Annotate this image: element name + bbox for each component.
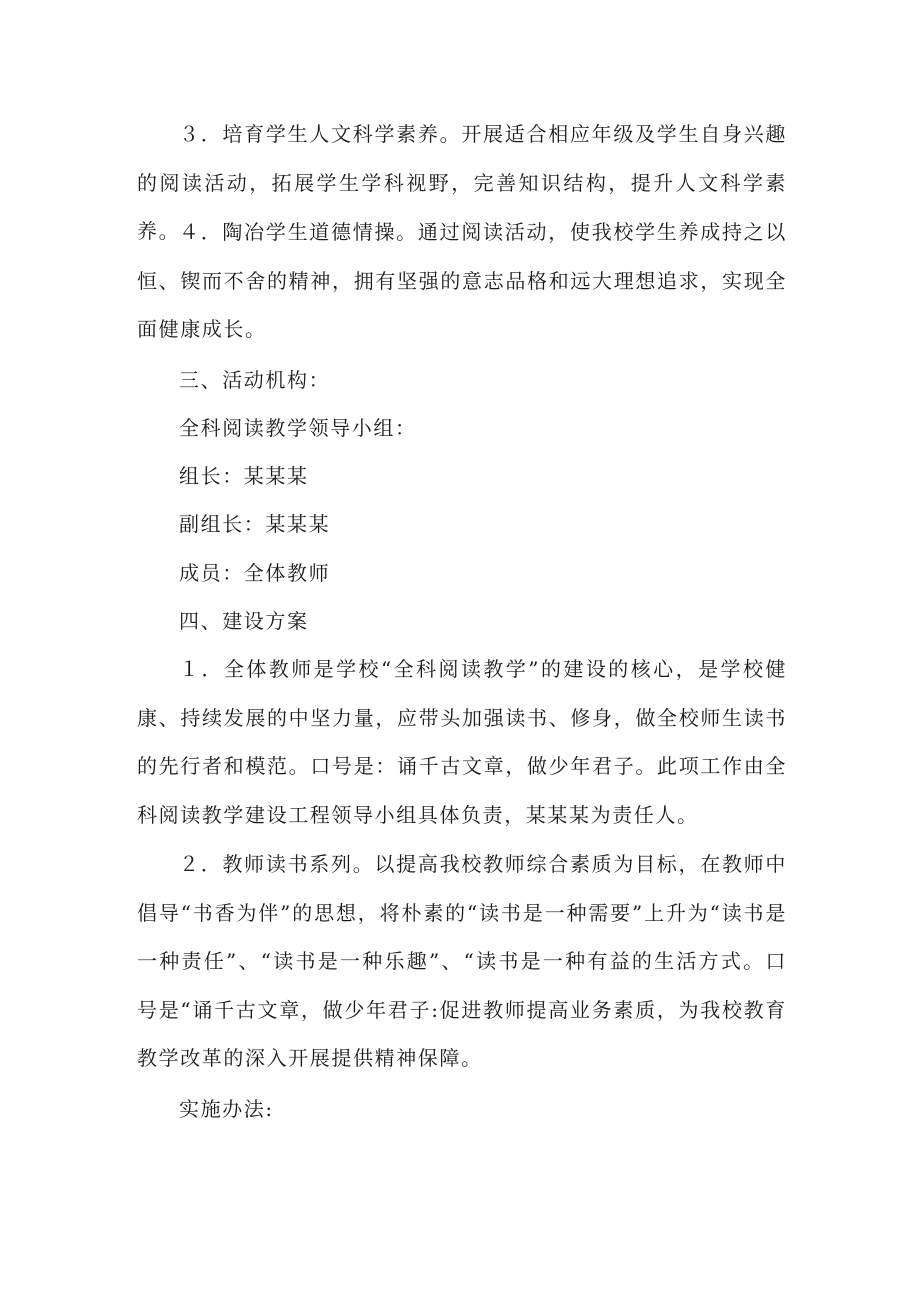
deputy-leader-line: 副组长：某某某	[179, 512, 331, 536]
paragraph-goal-4: ４．陶冶学生道德情操。通过阅读活动，使我校学生养成持之以恒、锲而不舍的精神，拥有坚强的意志品格和远大理想追求，实现全面健康成长。	[137, 220, 787, 341]
section-heading-4: 四、建设方案	[179, 609, 309, 633]
paragraph-plan-2: ２．教师读书系列。以提高我校教师综合素质为目标，在教师中倡导“书香为伴”的思想，将朴素的“读书是一种需要”上升为“读书是一种责任”、“读书是一种乐趣”、“读书是一种有益的生活方式。口号是“诵千古文章，做少年君子:促进教师提高业务素质，为我校教育教学改革的深入开展提供精神保障。	[137, 852, 787, 1070]
members-line: 成员：全体教师	[179, 561, 331, 585]
leadership-group-label: 全科阅读教学领导小组：	[179, 416, 417, 440]
implementation-heading: 实施办法:	[179, 1097, 274, 1121]
group-leader-line: 组长：某某某	[179, 464, 309, 488]
paragraph-plan-1: １．全体教师是学校“全科阅读教学”的建设的核心，是学校健康、持续发展的中坚力量，应带头加强读书、修身，做全校师生读书的先行者和模范。口号是：诵千古文章，做少年君子。此项工作由全科阅读教学建设工程领导小组具体负责，某某某为责任人。	[137, 657, 787, 827]
paragraph-goal-3: ３．培育学生人文科学素养。开展适合相应年级及学生自身兴趣的阅读活动，拓展学生学科视野，完善知识结构，提升人文科学素养。	[137, 122, 787, 243]
section-heading-3: 三、活动机构：	[179, 368, 331, 392]
